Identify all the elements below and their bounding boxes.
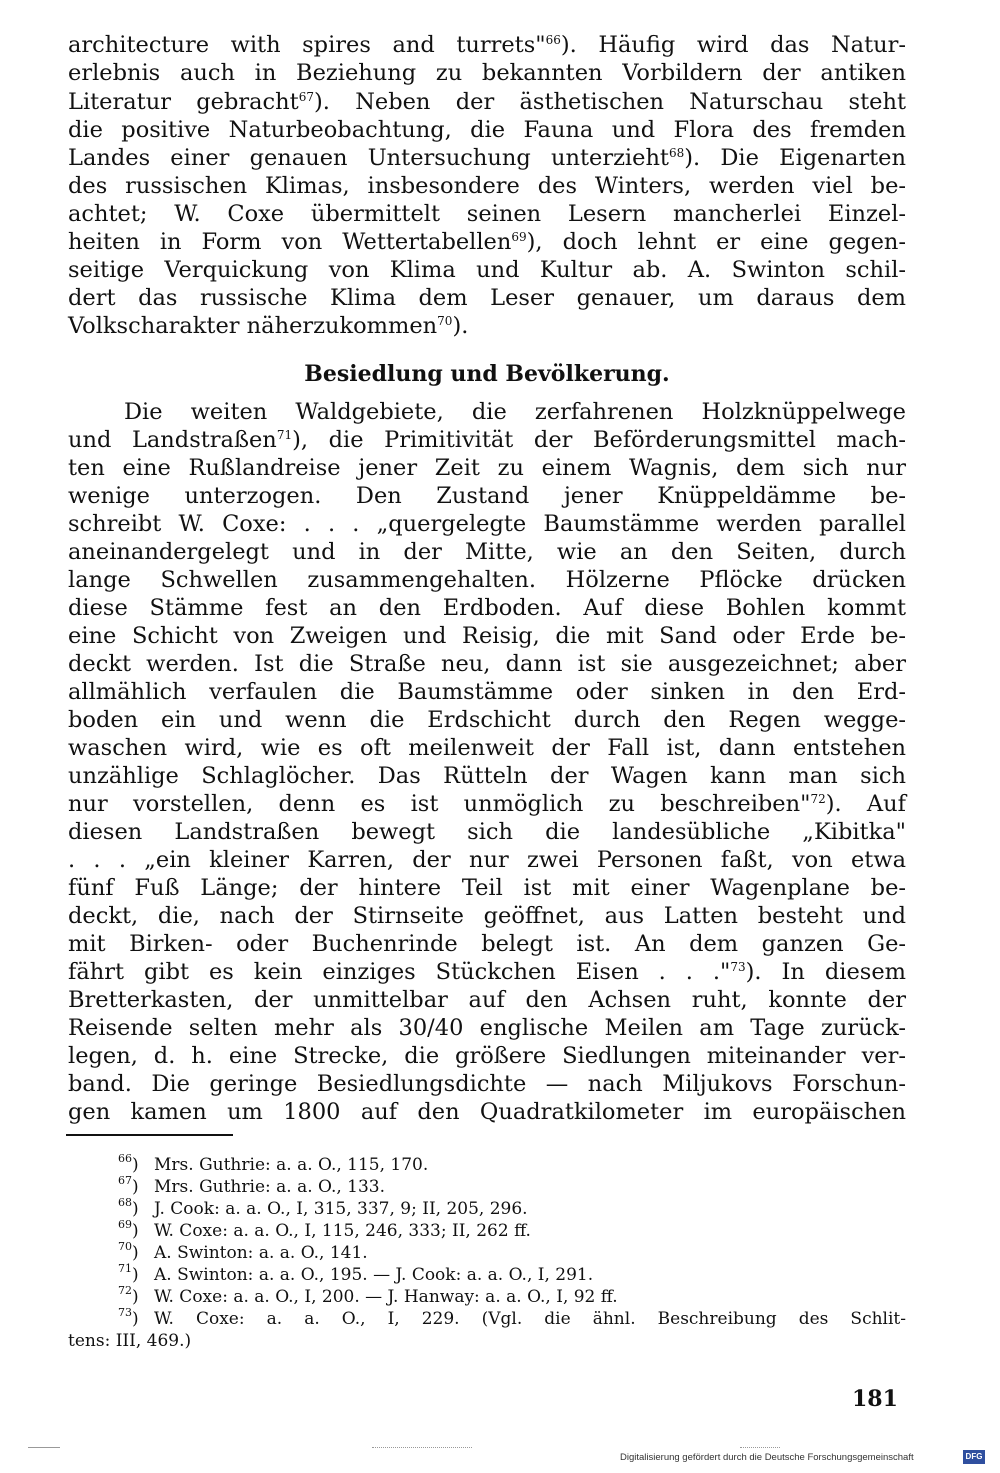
footnote-ref[interactable]: 71	[276, 428, 293, 442]
text-line: legen, d. h. eine Strecke, die größere Siedlungen miteinander ver-	[68, 1043, 906, 1069]
footnote: $^{70}$) A. Swinton: a. a. O., 141.	[118, 1240, 368, 1263]
text-line: allmählich verfaulen die Baumstämme oder sinken in den Erd-	[68, 679, 906, 705]
text-line: erlebnis auch in Beziehung zu bekannten Vorbildern der antiken	[68, 60, 906, 86]
text-line: heiten in Form von Wettertabellen$^{69}$), doch lehnt er eine gegen-	[68, 229, 906, 255]
text-line: deckt werden. Ist die Straße neu, dann ist sie ausgezeichnet; aber	[68, 651, 906, 677]
text-line: fünf Fuß Länge; der hintere Teil ist mit einer Wagenplane be-	[68, 875, 906, 901]
footnote-number: 66	[118, 1152, 132, 1165]
text-line: band. Die geringe Besiedlungsdichte — nach Miljukovs Forschun-	[68, 1071, 906, 1097]
footnote-ref[interactable]: 68	[668, 146, 685, 160]
footnote-number: 70	[118, 1240, 132, 1253]
text-line: Reisende selten mehr als 30/40 englische Meilen am Tage zurück-	[68, 1015, 906, 1041]
text-line: . . . „ein kleiner Karren, der nur zwei Personen faßt, von etwa	[68, 847, 906, 873]
text-line: Bretterkasten, der unmittelbar auf den Achsen ruht, konnte der	[68, 987, 906, 1013]
text-line: Literatur gebracht$^{67}$). Neben der ästhetischen Naturschau steht	[68, 89, 906, 115]
footnote-ref[interactable]: 66	[545, 33, 561, 47]
text-line: fährt gibt es kein einziges Stückchen Eisen . . ."$^{73}$). In diesem	[68, 959, 906, 985]
text-line: Landes einer genauen Untersuchung unterzieht$^{68}$). Die Eigenarten	[68, 145, 906, 171]
digitization-credit: Digitalisierung gefördert durch die Deutsche Forschungsgemeinschaft	[620, 1452, 914, 1463]
scan-mark	[372, 1447, 472, 1448]
text-line: des russischen Klimas, insbesondere des Winters, werden viel be-	[68, 173, 906, 199]
footnote-continuation: tens: III, 469.)	[68, 1331, 192, 1351]
text-line: gen kamen um 1800 auf den Quadratkilometer im europäischen	[68, 1099, 906, 1125]
footnote: $^{72}$) W. Coxe: a. a. O., I, 200. — J. Hanway: a. a. O., I, 92 ff.	[118, 1284, 618, 1307]
footnote-number: 67	[118, 1174, 132, 1187]
page-number: 181	[852, 1386, 898, 1412]
footnote: $^{71}$) A. Swinton: a. a. O., 195. — J. Cook: a. a. O., I, 291.	[118, 1262, 594, 1285]
footnote: $^{67}$) Mrs. Guthrie: a. a. O., 133.	[118, 1174, 386, 1197]
text-line: architecture with spires and turrets"$^{66}$). Häufig wird das Natur-	[68, 32, 906, 58]
text-line: waschen wird, wie es oft meilenweit der Fall ist, dann entstehen	[68, 735, 906, 761]
text-line: seitige Verquickung von Klima und Kultur ab. A. Swinton schil-	[68, 257, 906, 283]
footnote-number: 68	[118, 1196, 132, 1209]
text-line: dert das russische Klima dem Leser genauer, um daraus dem	[68, 285, 906, 311]
text-line: Volkscharakter näherzukommen$^{70}$).	[68, 313, 469, 339]
text-line: eine Schicht von Zweigen und Reisig, die mit Sand oder Erde be-	[68, 623, 906, 649]
scan-mark	[28, 1447, 60, 1448]
footnote-ref[interactable]: 72	[810, 792, 826, 806]
text-line: schreibt W. Coxe: . . . „quergelegte Baumstämme werden parallel	[68, 511, 906, 537]
footnote-number: 72	[118, 1284, 132, 1297]
text-line: mit Birken- oder Buchenrinde belegt ist. An dem ganzen Ge-	[68, 931, 906, 957]
text-line: diese Stämme fest an den Erdboden. Auf diese Bohlen kommt	[68, 595, 906, 621]
section-heading: Besiedlung und Bevölkerung.	[304, 361, 670, 387]
text-line: ten eine Rußlandreise jener Zeit zu einem Wagnis, dem sich nur	[68, 455, 906, 481]
text-line: Die weiten Waldgebiete, die zerfahrenen Holzknüppelwege	[124, 399, 906, 425]
footnote-ref[interactable]: 70	[437, 314, 453, 328]
text-line: nur vorstellen, denn es ist unmöglich zu beschreiben"$^{72}$). Auf	[68, 791, 906, 817]
text-line: wenige unterzogen. Den Zustand jener Knüppeldämme be-	[68, 483, 906, 509]
text-line: die positive Naturbeobachtung, die Fauna und Flora des fremden	[68, 117, 906, 143]
footnote-ref[interactable]: 69	[511, 230, 527, 244]
footnote-number: 69	[118, 1218, 132, 1231]
footnote-ref[interactable]: 73	[730, 960, 746, 974]
text-line: boden ein und wenn die Erdschicht durch den Regen wegge-	[68, 707, 906, 733]
dfg-logo-icon: DFG	[963, 1450, 985, 1464]
footnote-number: 71	[118, 1262, 132, 1275]
text-line: aneinandergelegt und in der Mitte, wie an den Seiten, durch	[68, 539, 906, 565]
footnote: $^{69}$) W. Coxe: a. a. O., I, 115, 246, 333; II, 262 ff.	[118, 1218, 531, 1241]
footnote-ref[interactable]: 67	[298, 90, 314, 104]
scan-mark	[740, 1447, 780, 1448]
text-line: deckt, die, nach der Stirnseite geöffnet, aus Latten besteht und	[68, 903, 906, 929]
footnote-separator	[66, 1134, 233, 1136]
text-line: unzählige Schlaglöcher. Das Rütteln der Wagen kann man sich	[68, 763, 906, 789]
text-line: achtet; W. Coxe übermittelt seinen Lesern mancherlei Einzel-	[68, 201, 906, 227]
footnote: $^{68}$) J. Cook: a. a. O., I, 315, 337, 9; II, 205, 296.	[118, 1196, 528, 1219]
text-line: diesen Landstraßen bewegt sich die landesübliche „Kibitka"	[68, 819, 906, 845]
text-line: lange Schwellen zusammengehalten. Hölzerne Pflöcke drücken	[68, 567, 906, 593]
footnote: $^{66}$) Mrs. Guthrie: a. a. O., 115, 170.	[118, 1152, 429, 1175]
footnote: $^{73}$) W. Coxe: a. a. O., I, 229. (Vgl. die ähnl. Beschreibung des Schlit-	[118, 1306, 906, 1329]
footnote-number: 73	[118, 1306, 132, 1319]
text-line: und Landstraßen$^{71}$), die Primitivität der Beförderungsmittel mach-	[68, 427, 906, 453]
